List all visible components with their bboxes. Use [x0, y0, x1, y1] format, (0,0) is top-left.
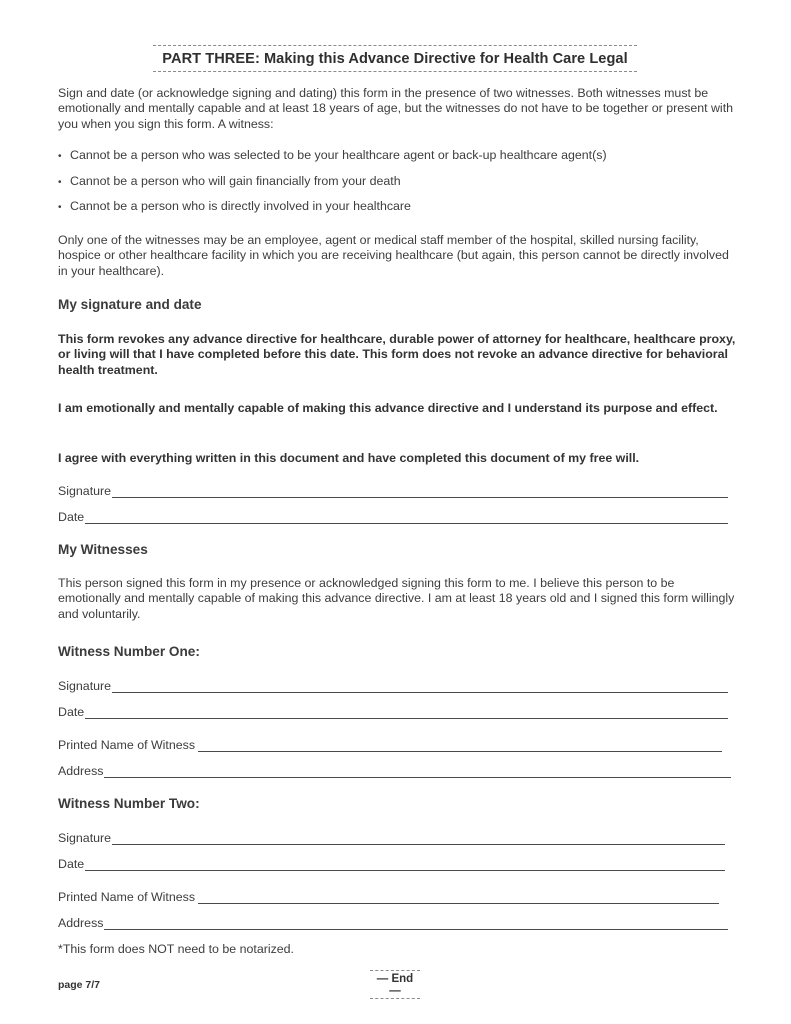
signature-line[interactable] — [112, 833, 725, 845]
witness-one-heading: Witness Number One: — [58, 644, 200, 659]
signature-label: Signature — [58, 484, 112, 498]
witness-two-date-field[interactable] — [58, 857, 725, 871]
printed-name-line[interactable] — [198, 892, 719, 904]
notarization-note: *This form does NOT need to be notarized. — [58, 942, 295, 956]
my-witnesses-heading: My Witnesses — [58, 542, 148, 557]
printed-name-line[interactable] — [198, 740, 722, 752]
bullet-icon: • — [58, 177, 62, 188]
title-bottom-rule — [153, 71, 637, 72]
end-bottom-rule — [370, 998, 420, 999]
bullet-icon: • — [58, 202, 62, 213]
page-title: PART THREE: Making this Advance Directive for Health Care Legal — [162, 51, 628, 67]
my-signature-heading: My signature and date — [58, 297, 202, 312]
signature-line[interactable] — [112, 486, 728, 498]
witness-two-heading: Witness Number Two: — [58, 796, 200, 811]
signature-label: Signature — [58, 831, 112, 845]
printed-name-label: Printed Name of Witness — [58, 890, 196, 904]
printed-name-label: Printed Name of Witness — [58, 738, 196, 752]
end-label: — End — — [376, 973, 414, 997]
date-line[interactable] — [85, 859, 725, 871]
witness-two-printed-name-field[interactable] — [58, 890, 719, 904]
signature-field[interactable] — [58, 484, 728, 498]
signature-line[interactable] — [112, 681, 728, 693]
address-label: Address — [58, 916, 104, 930]
agree-paragraph: I agree with everything written in this document and have completed this document of my free will. — [58, 451, 640, 465]
date-line[interactable] — [85, 707, 728, 719]
list-item — [58, 199, 411, 213]
bullet-icon: • — [58, 151, 62, 162]
end-text: End — [391, 973, 414, 985]
date-label: Date — [58, 705, 85, 719]
witness-two-address-field[interactable] — [58, 916, 728, 930]
witness-one-printed-name-field[interactable] — [58, 738, 722, 752]
date-label: Date — [58, 510, 85, 524]
date-field[interactable] — [58, 510, 728, 524]
address-label: Address — [58, 764, 104, 778]
list-item-text: Cannot be a person who will gain financially from your death — [70, 174, 401, 188]
witness-one-signature-field[interactable] — [58, 679, 728, 693]
end-marker — [370, 970, 420, 999]
list-item-text: Cannot be a person who is directly involved in your healthcare — [70, 199, 411, 213]
address-line[interactable] — [104, 918, 728, 930]
date-label: Date — [58, 857, 85, 871]
address-line[interactable] — [104, 766, 731, 778]
witness-employee-paragraph: Only one of the witnesses may be an employee, agent or medical staff member of the hospital, skilled nursing facility, hospice or other healthcare facility in which you are receiving healthcare (but again, this person cannot be directly involved in your healthcare). — [58, 233, 729, 278]
revokes-paragraph: This form revokes any advance directive for healthcare, durable power of attorney for healthcare, healthcare proxy, or living will that I have completed before this date. This form does not revoke an advance directive for behavioral health treatment. — [58, 332, 736, 377]
capable-paragraph: I am emotionally and mentally capable of making this advance directive and I understand its purpose and effect. — [58, 401, 718, 415]
intro-paragraph: Sign and date (or acknowledge signing and dating) this form in the presence of two witnesses. Both witnesses must be emotionally and mentally capable and at least 18 years of age, but the witnesses do not have to be together or present with you when you sign this form. A witness: — [58, 86, 734, 131]
witness-two-signature-field[interactable] — [58, 831, 725, 845]
witness-statement-paragraph: This person signed this form in my presence or acknowledged signing this form to me. I believe this person to be emotionally and mentally capable of making this advance directive. I am at least 18 years old and I signed this form willingly and voluntarily. — [58, 576, 735, 621]
witness-one-address-field[interactable] — [58, 764, 731, 778]
witness-one-date-field[interactable] — [58, 705, 728, 719]
title-block — [153, 45, 637, 72]
list-item — [58, 174, 401, 188]
list-item-text: Cannot be a person who was selected to be your healthcare agent or back-up healthcare agent(s) — [70, 148, 607, 162]
signature-label: Signature — [58, 679, 112, 693]
page-number: page 7/7 — [58, 979, 101, 991]
date-line[interactable] — [85, 512, 728, 524]
list-item — [58, 148, 607, 162]
